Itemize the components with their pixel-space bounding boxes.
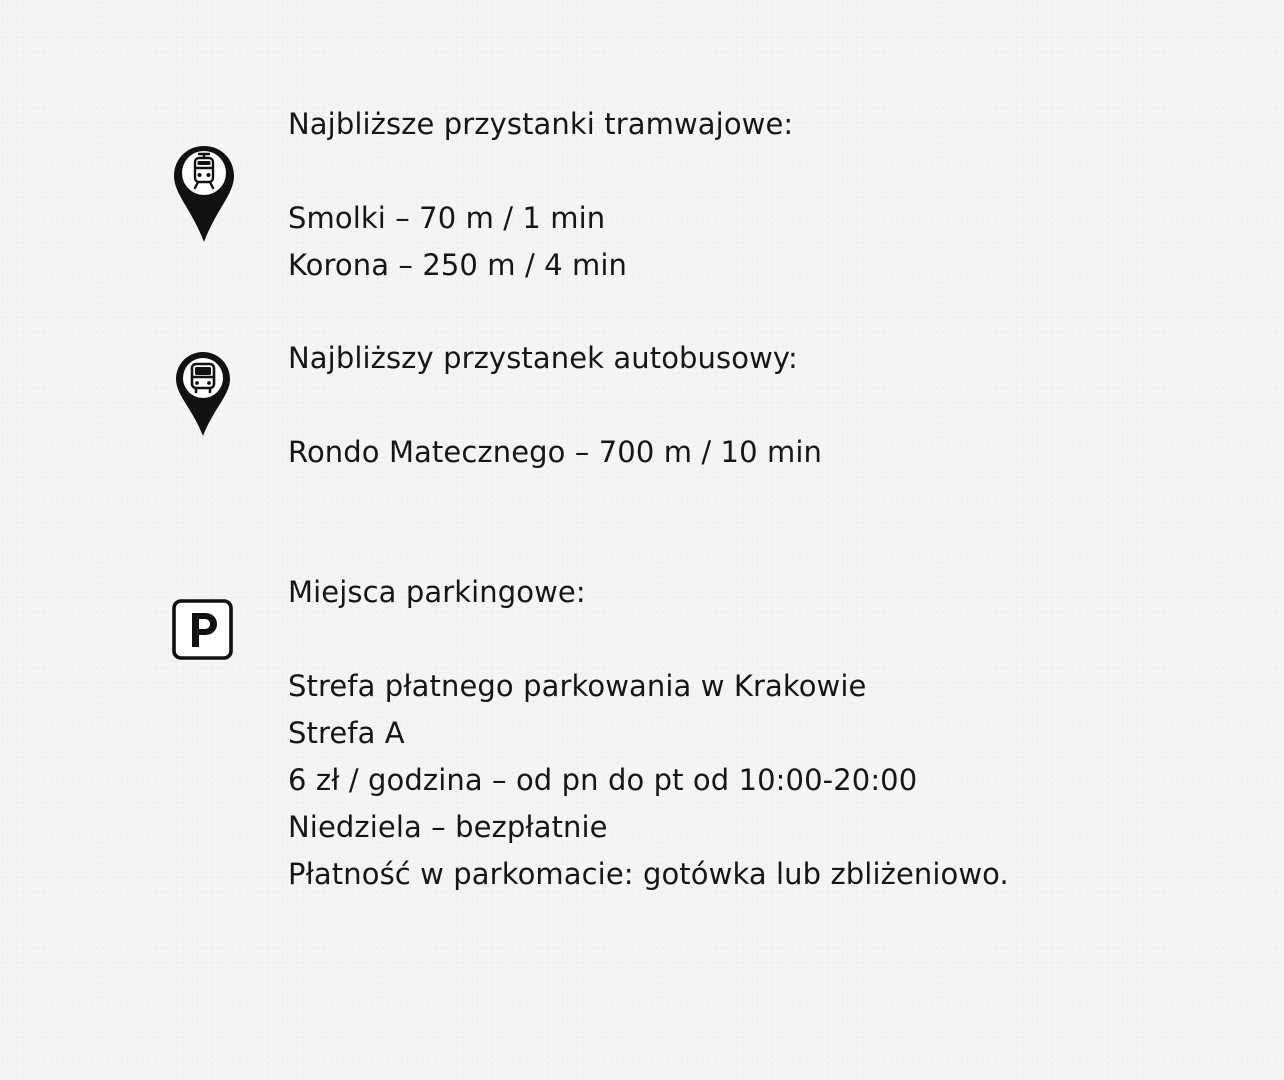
parking-zone-name: Strefa A — [288, 716, 405, 750]
parking-payment: Płatność w parkomacie: gotówka lub zbliżeniowo. — [288, 857, 1009, 891]
bus-section — [288, 335, 822, 476]
tram-heading: Najbliższe przystanki tramwajowe: — [288, 107, 794, 141]
parking-heading: Miejsca parkingowe: — [288, 575, 586, 609]
tram-stop-smolki: Smolki – 70 m / 1 min — [288, 201, 606, 235]
parking-icon — [172, 599, 234, 661]
tram-stop-korona: Korona – 250 m / 4 min — [288, 248, 628, 282]
tram-section — [288, 101, 793, 289]
parking-price: 6 zł / godzina – od pn do pt od 10:00-20:00 — [288, 763, 918, 797]
parking-sunday: Niedziela – bezpłatnie — [288, 810, 608, 844]
bus-heading: Najbliższy przystanek autobusowy: — [288, 341, 798, 375]
bus-pin-icon — [174, 350, 232, 438]
tram-pin-icon — [172, 144, 236, 244]
parking-section — [288, 569, 1009, 898]
parking-zone-info: Strefa płatnego parkowania w Krakowie — [288, 669, 867, 703]
bus-stop-rondo-matecznego: Rondo Matecznego – 700 m / 10 min — [288, 435, 822, 469]
